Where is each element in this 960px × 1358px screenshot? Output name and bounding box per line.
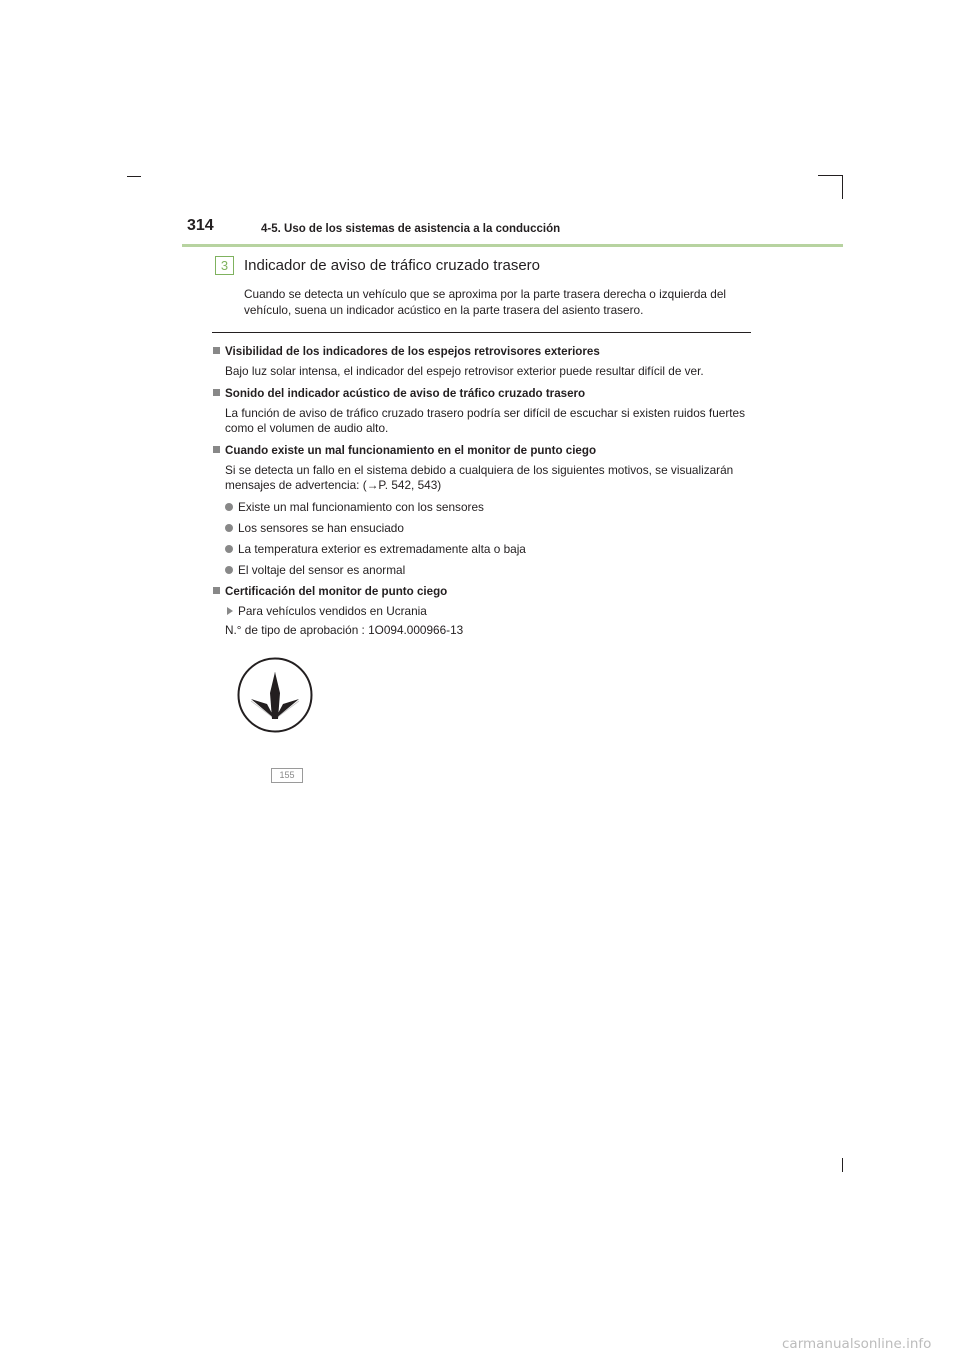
crop-mark-top-left [127,176,141,177]
list-item: Los sensores se han ensuciado [212,521,752,536]
section-divider [212,332,751,333]
notes-section [212,344,752,638]
note-title-text: Cuando existe un mal funcionamiento en el monitor de punto ciego [225,443,597,457]
list-item: El voltaje del sensor es anormal [212,563,752,578]
certification-code-box: 155 [271,768,303,783]
square-bullet-icon [213,347,220,354]
note-body: La función de aviso de tráfico cruzado trasero podría ser difícil de escuchar si existen ruidos fuertes como el volumen de audio alto. [225,405,745,435]
note-title-text: Visibilidad de los indicadores de los espejos retrovisores exteriores [225,345,600,358]
circle-bullet-icon [225,566,233,574]
approval-number: N.° de tipo de aprobación : 1O094.000966-13 [225,622,464,637]
note-title-text: Certificación del monitor de punto ciego [225,584,448,598]
square-bullet-icon [213,587,220,594]
square-bullet-icon [213,389,220,396]
header-rule [182,244,843,247]
note-body: Si se detecta un fallo en el sistema debido a cualquiera de los siguientes motivos, se visualizarán mensajes de advertencia: (→P. 542, 543) [225,462,734,492]
page-number: 314 [187,217,214,234]
note-title [212,584,752,599]
crop-mark-top-right-v [842,175,843,199]
site-watermark: carmanualsonline.info [782,1336,932,1352]
item-heading: Indicador de aviso de tráfico cruzado trasero [244,257,540,274]
circle-bullet-icon [225,503,233,511]
circle-bullet-icon [225,545,233,553]
sub-item: Para vehículos vendidos en Ucrania [212,604,752,619]
note-body: Bajo luz solar intensa, el indicador del espejo retrovisor exterior puede resultar difícil de ver. [225,364,704,378]
square-bullet-icon [213,446,220,453]
note-title [212,443,752,458]
note-title-text: Sonido del indicador acústico de aviso de tráfico cruzado trasero [225,386,586,400]
item-number-badge: 3 [215,256,234,275]
section-title: 4-5. Uso de los sistemas de asistencia a la conducción [261,223,561,235]
note-title [212,386,752,401]
triangle-arrow-icon [227,607,233,615]
list-item: La temperatura exterior es extremadamente alta o baja [212,542,752,557]
crop-mark-bottom-right [842,1158,843,1172]
circle-bullet-icon [225,524,233,532]
note-title [212,344,752,359]
item-description: Cuando se detecta un vehículo que se aproxima por la parte trasera derecha o izquierda del vehículo, suena un indicador acústico en la parte trasera del asiento trasero. [244,287,727,317]
crop-mark-top-right-h [818,175,842,176]
ukrainian-certification-mark-icon [237,657,313,733]
list-item: Existe un mal funcionamiento con los sensores [212,500,752,515]
